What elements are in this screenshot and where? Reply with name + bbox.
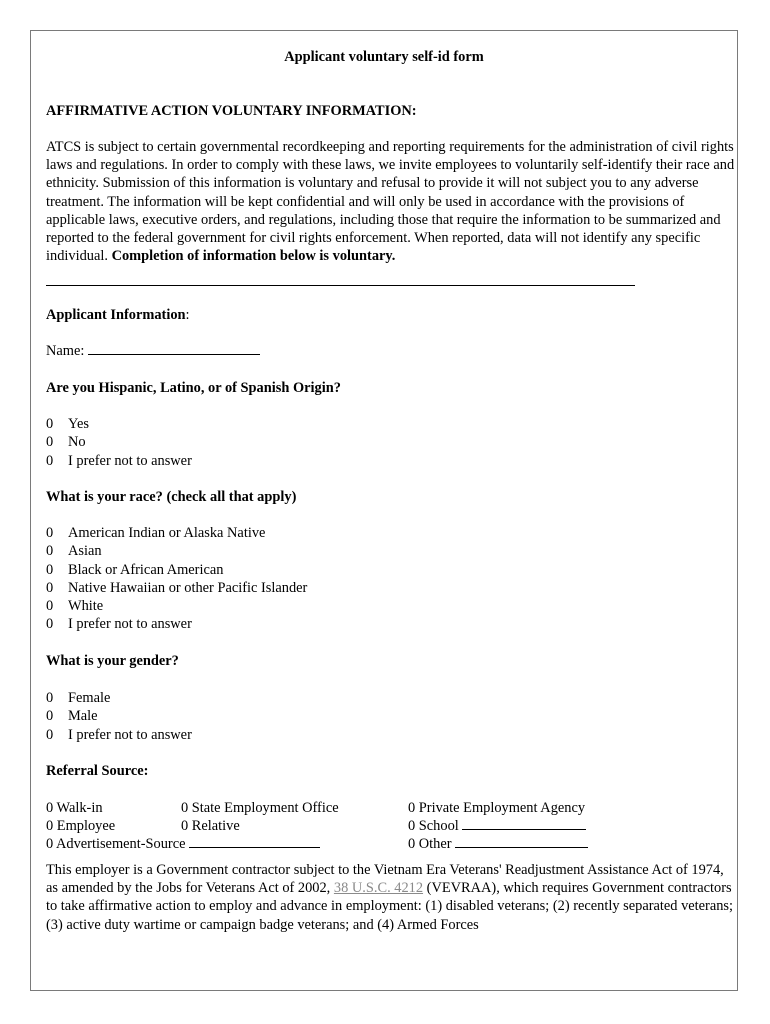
race-option[interactable] <box>46 615 307 633</box>
name-field[interactable] <box>88 342 260 355</box>
option-label: I prefer not to answer <box>68 616 192 633</box>
veterans-paragraph <box>46 861 736 934</box>
race-option[interactable] <box>46 597 307 615</box>
option-label: I prefer not to answer <box>68 726 192 743</box>
veterans-text-before: This employer is a Government contractor subject to the Vietnam Era Veterans' Readjustment Assistance Act of 1974, as amended by the Jobs for Veterans Act of 2002, <box>46 862 724 897</box>
race-options <box>46 524 307 634</box>
gender-option[interactable] <box>46 707 192 725</box>
referral-other <box>408 835 588 853</box>
checkbox-marker[interactable]: 0 <box>46 579 54 596</box>
option-label: No <box>68 434 86 451</box>
usc-link[interactable]: 38 U.S.C. 4212 <box>333 880 424 897</box>
advertisement-source-field[interactable] <box>189 835 320 848</box>
checkbox-marker[interactable]: 0 <box>46 452 54 469</box>
referral-heading: Referral Source: <box>46 763 149 779</box>
option-label: Native Hawaiian or other Pacific Islander <box>68 579 308 596</box>
checkbox-marker[interactable]: 0 <box>46 416 54 432</box>
option-label: Male <box>68 708 98 725</box>
applicant-info-label: Applicant Information <box>46 307 186 323</box>
race-option[interactable] <box>46 561 307 579</box>
referral-advertisement <box>46 835 320 853</box>
referral-private-agency[interactable]: 0 Private Employment Agency <box>408 800 586 816</box>
intro-bold-text: Completion of information below is voluntary. <box>111 248 396 265</box>
applicant-info-colon: : <box>185 307 190 323</box>
hispanic-options <box>46 415 192 470</box>
race-option[interactable] <box>46 542 307 560</box>
referral-walk-in[interactable]: 0 Walk-in <box>46 800 103 816</box>
checkbox-marker[interactable]: 0 <box>46 726 54 743</box>
gender-question: What is your gender? <box>46 653 179 669</box>
option-label: American Indian or Alaska Native <box>68 525 266 541</box>
name-label: Name: <box>46 343 85 359</box>
referral-advertisement-label[interactable]: 0 Advertisement-Source <box>46 836 186 852</box>
checkbox-marker[interactable]: 0 <box>46 434 54 451</box>
option-label: Asian <box>68 543 102 560</box>
section-heading: AFFIRMATIVE ACTION VOLUNTARY INFORMATION: <box>46 103 417 119</box>
option-label: Black or African American <box>68 561 224 578</box>
referral-other-label[interactable]: 0 Other <box>408 836 452 852</box>
applicant-info-heading <box>46 306 190 324</box>
checkbox-marker[interactable]: 0 <box>46 525 54 541</box>
hispanic-option[interactable] <box>46 415 192 433</box>
referral-school <box>408 817 586 835</box>
veterans-text-after: (VEVRAA), which requires Government contractors to take affirmative action to employ and advance in employment: (1) disabled veterans; (2) recently separated veterans; (3) active duty wartime or campaign badge veterans; and (4) Armed Forces <box>46 880 734 933</box>
school-field[interactable] <box>462 817 586 830</box>
referral-state-office[interactable]: 0 State Employment Office <box>181 800 339 816</box>
option-label: White <box>68 598 104 615</box>
checkbox-marker[interactable]: 0 <box>46 708 54 725</box>
checkbox-marker[interactable]: 0 <box>46 561 54 578</box>
gender-option[interactable] <box>46 689 192 707</box>
hispanic-question: Are you Hispanic, Latino, or of Spanish Origin? <box>46 380 341 396</box>
intro-text: ATCS is subject to certain governmental recordkeeping and reporting requirements for the administration of civil rights laws and regulations. In order to comply with these laws, we invite employees to voluntarily self-identify their race and ethnicity. Submission of this information is voluntary and refusal to provide it will not subject you to any adverse treatment. The information will be kept confidential and will only be used in accordance with the provisions of applicable laws, executive orders, and regulations, including those that require the information to be summarized and reported to the federal government for civil rights enforcement. When reported, data will not identify any specific individual. <box>46 139 735 265</box>
race-option[interactable] <box>46 524 307 542</box>
referral-employee[interactable]: 0 Employee <box>46 818 116 834</box>
gender-option[interactable] <box>46 726 192 744</box>
checkbox-marker[interactable]: 0 <box>46 616 54 633</box>
intro-paragraph <box>46 138 736 265</box>
hispanic-option[interactable] <box>46 452 192 470</box>
form-title: Applicant voluntary self-id form <box>284 49 484 65</box>
form-page <box>30 30 738 991</box>
checkbox-marker[interactable]: 0 <box>46 690 54 706</box>
other-field[interactable] <box>455 835 588 848</box>
race-option[interactable] <box>46 579 307 597</box>
gender-options <box>46 689 192 744</box>
divider-line <box>46 285 635 286</box>
option-label: I prefer not to answer <box>68 452 192 469</box>
option-label: Female <box>68 690 111 706</box>
referral-school-label[interactable]: 0 School <box>408 818 459 834</box>
checkbox-marker[interactable]: 0 <box>46 543 54 560</box>
name-row <box>46 342 260 360</box>
referral-relative[interactable]: 0 Relative <box>181 818 240 834</box>
race-question: What is your race? (check all that apply) <box>46 489 297 505</box>
checkbox-marker[interactable]: 0 <box>46 598 54 615</box>
option-label: Yes <box>68 416 89 432</box>
hispanic-option[interactable] <box>46 433 192 451</box>
